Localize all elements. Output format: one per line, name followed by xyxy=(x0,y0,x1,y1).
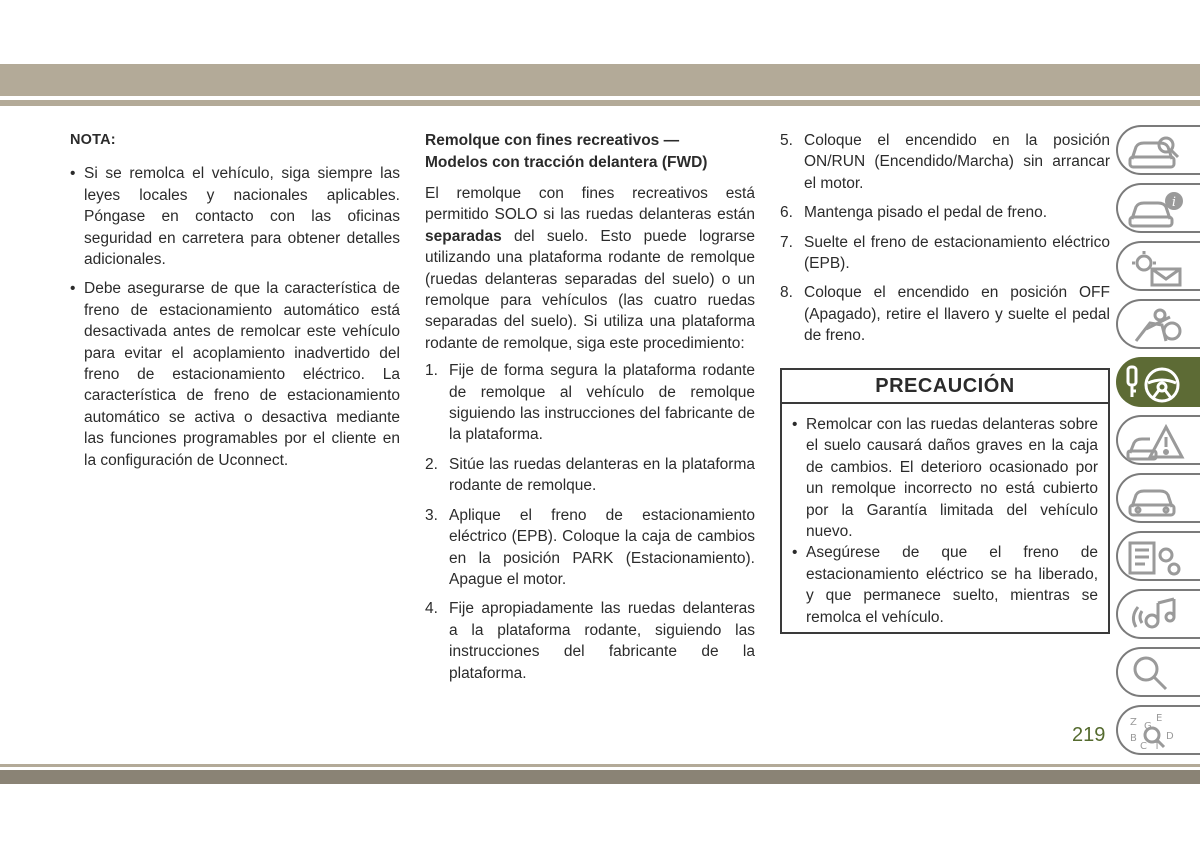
svg-text:i: i xyxy=(1171,195,1177,210)
caution-title: PRECAUCIÓN xyxy=(782,370,1108,404)
tab-car-magnifier[interactable] xyxy=(1116,125,1200,175)
note-bullet: • Debe asegurarse de que la característica de freno de estacionamiento automático está desactivada antes de remolcar este vehículo para evitar el acoplamiento inadvertido del freno de estacionamiento eléctrico. La característica de freno de estacionamiento automático se activa o desactiva mediante las funciones programables por el cliente en la configuración de Uconnect. xyxy=(70,278,400,471)
tab-car-info[interactable] xyxy=(1116,183,1200,233)
page-number: 219 xyxy=(1072,724,1106,746)
step-text: Mantenga pisado el pedal de freno. xyxy=(804,204,1048,222)
svg-text:C: C xyxy=(1140,741,1147,751)
step-item xyxy=(425,598,755,684)
step-number: 2. xyxy=(425,455,438,473)
step-number: 1. xyxy=(425,362,438,380)
left-column xyxy=(70,130,400,479)
step-item xyxy=(780,282,1110,346)
tab-index[interactable] xyxy=(1116,705,1200,755)
caution-bullets xyxy=(782,404,1108,628)
footer-rule xyxy=(0,764,1200,767)
steps-list-2 xyxy=(780,130,1110,347)
footer-band xyxy=(0,770,1200,784)
right-column xyxy=(780,130,1110,355)
car-service-icon xyxy=(1126,481,1186,519)
step-item xyxy=(780,232,1110,275)
svg-text:B: B xyxy=(1130,733,1137,744)
step-item xyxy=(780,130,1110,194)
tab-servicing[interactable] xyxy=(1116,473,1200,523)
tab-warning-messages[interactable] xyxy=(1116,241,1200,291)
step-number: 8. xyxy=(780,284,793,302)
step-text: Coloque el encendido en posición OFF (Apagado), retire el llavero y suelte el pedal de freno. xyxy=(804,284,1110,345)
step-number: 7. xyxy=(780,233,793,251)
car-magnifier-icon xyxy=(1126,133,1186,171)
tab-emergency[interactable] xyxy=(1116,415,1200,465)
tab-safety[interactable] xyxy=(1116,299,1200,349)
step-item xyxy=(425,505,755,591)
intro-paragraph xyxy=(425,183,755,354)
caution-bullet: • Remolcar con las ruedas delanteras sobre el suelo causará daños graves en la caja de cambios. El deterioro ocasionado por un remolque incorrecto no está cubierto por la Garantía limitada del vehículo nuevo. xyxy=(792,414,1098,542)
step-text: Coloque el encendido en la posición ON/RUN (Encendido/Marcha) sin arrancar el motor. xyxy=(804,132,1110,192)
step-text: Fije apropiadamente las ruedas delanteras a la plataforma rodante, siguiendo las instrucciones del fabricante de la plataforma. xyxy=(449,600,755,682)
search-icon xyxy=(1126,655,1186,693)
multimedia-icon xyxy=(1126,597,1186,635)
step-text: Suelte el freno de estacionamiento eléctrico (EPB). xyxy=(804,233,1110,273)
note-label: NOTA: xyxy=(70,132,116,148)
intro-text-a: El remolque con fines recreativos está permitido SOLO si las ruedas delanteras están xyxy=(425,185,755,224)
tab-multimedia[interactable] xyxy=(1116,589,1200,639)
step-text: Aplique el freno de estacionamiento eléctrico (EPB). Coloque la caja de cambios en la posición PARK (Estacionamiento). Apague el motor. xyxy=(449,506,755,588)
car-info-icon xyxy=(1126,191,1186,229)
note-bullet: • Si se remolca el vehículo, siga siempre las leyes locales y nacionales aplicables. Póngase en contacto con las oficinas seguridad en carretera para obtener detalles adicionales. xyxy=(70,163,400,270)
step-text: Fije de forma segura la plataforma rodante de remolque al vehículo de remolque siguiendo las instrucciones del fabricante de la plataforma. xyxy=(449,362,755,444)
hazard-car-icon xyxy=(1126,423,1186,461)
middle-column xyxy=(425,130,755,692)
airbag-person-icon xyxy=(1126,307,1186,345)
tab-specifications[interactable] xyxy=(1116,531,1200,581)
step-number: 4. xyxy=(425,600,438,618)
section-heading-line2: Modelos con tracción delantera (FWD) xyxy=(425,154,708,171)
key-steering-wheel-icon xyxy=(1126,365,1188,405)
specs-gears-icon xyxy=(1126,539,1186,577)
step-item xyxy=(425,360,755,446)
caution-box xyxy=(780,368,1110,634)
steps-list-1 xyxy=(425,360,755,684)
svg-text:Z: Z xyxy=(1130,717,1137,728)
header-band xyxy=(0,64,1200,96)
svg-text:E: E xyxy=(1156,713,1163,724)
note-bullets xyxy=(70,163,400,471)
svg-text:G: G xyxy=(1144,721,1152,732)
section-heading xyxy=(425,130,755,174)
tab-search[interactable] xyxy=(1116,647,1200,697)
section-heading-line1: Remolque con fines recreativos — xyxy=(425,132,680,149)
step-item xyxy=(425,454,755,497)
header-rule xyxy=(0,100,1200,106)
caution-bullet: • Asegúrese de que el freno de estacionamiento eléctrico se ha liberado, y que permanece suelto, mientras se remolca el vehículo. xyxy=(792,542,1098,628)
step-text: Sitúe las ruedas delanteras en la plataforma rodante de remolque. xyxy=(449,455,755,495)
step-number: 6. xyxy=(780,204,793,222)
svg-text:T: T xyxy=(1154,741,1161,751)
tab-starting-operating[interactable] xyxy=(1116,357,1200,407)
step-number: 5. xyxy=(780,132,793,149)
step-number: 3. xyxy=(425,506,438,524)
svg-text:D: D xyxy=(1166,731,1174,742)
intro-text-b: del suelo. Esto puede lograrse utilizando una plataforma rodante de remolque (ruedas delanteras separadas del suelo) o un remolque para vehículos (las cuatro ruedas separadas del suelo). Si utiliza una plataforma rodante de remolque, siga este procedimiento: xyxy=(425,227,755,352)
alphabet-index-icon xyxy=(1126,713,1186,751)
intro-bold: separadas xyxy=(425,227,502,245)
step-item xyxy=(780,202,1110,223)
warning-light-message-icon xyxy=(1126,249,1186,287)
